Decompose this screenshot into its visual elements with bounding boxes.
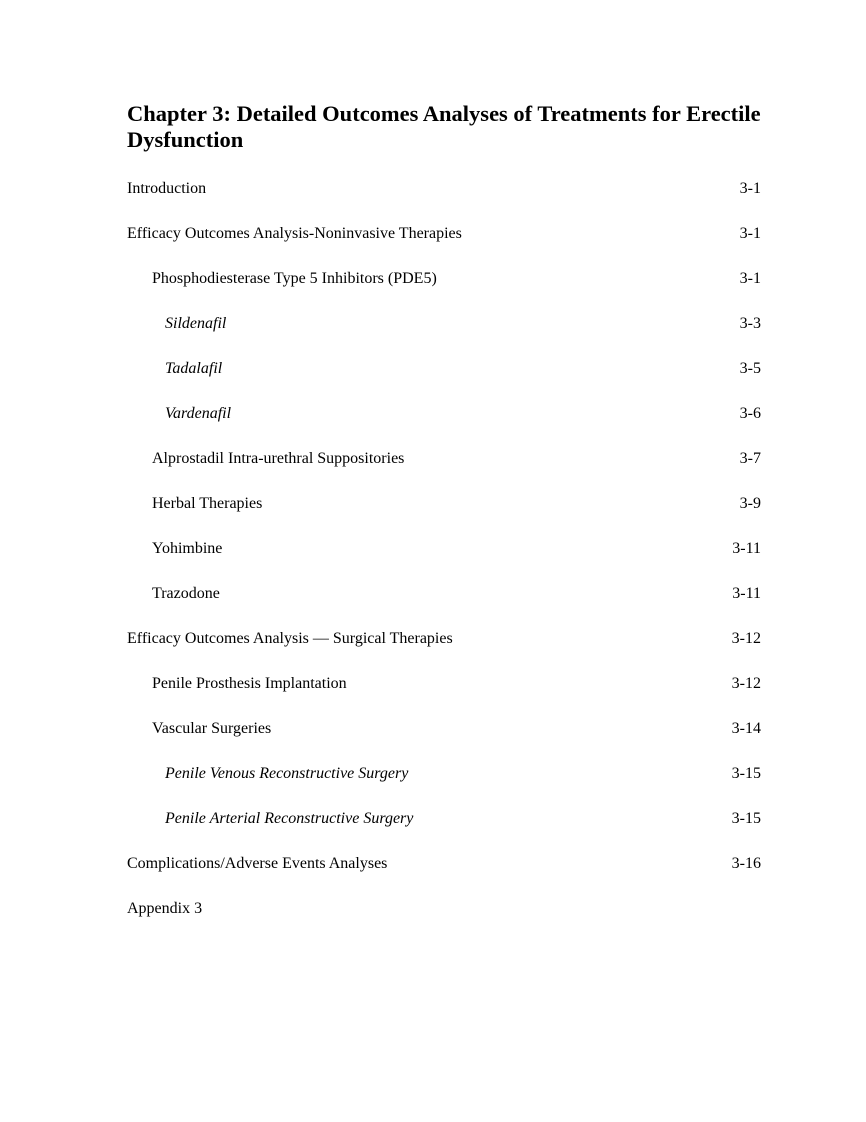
toc-entry-page-number: 3-16 xyxy=(731,855,761,872)
toc-entry-label: Trazodone xyxy=(152,585,220,602)
toc-entry-page-number: 3-7 xyxy=(739,450,761,467)
toc-entry xyxy=(127,178,761,223)
toc-entry xyxy=(127,808,761,853)
table-of-contents xyxy=(127,178,761,943)
toc-entry xyxy=(127,313,761,358)
chapter-title: Chapter 3: Detailed Outcomes Analyses of Treatments for Erectile Dysfunction xyxy=(127,101,761,152)
toc-entry-label: Vardenafil xyxy=(165,405,232,422)
toc-entry xyxy=(127,628,761,673)
toc-entry-page-number: 3-1 xyxy=(739,180,761,197)
toc-entry-label: Herbal Therapies xyxy=(152,495,263,512)
toc-entry-page-number: 3-5 xyxy=(739,360,761,377)
toc-entry xyxy=(127,583,761,628)
toc-entry-page-number: 3-11 xyxy=(732,540,761,557)
toc-entry-label: Sildenafil xyxy=(165,315,227,332)
toc-entry-label: Yohimbine xyxy=(152,540,223,557)
toc-entry-page-number: 3-15 xyxy=(731,810,761,827)
toc-entry-page-number: 3-1 xyxy=(739,270,761,287)
toc-entry-page-number: 3-1 xyxy=(739,225,761,242)
toc-entry xyxy=(127,268,761,313)
toc-entry-label: Penile Prosthesis Implantation xyxy=(152,675,347,692)
toc-entry-page-number: 3-9 xyxy=(739,495,761,512)
toc-entry xyxy=(127,538,761,583)
toc-entry xyxy=(127,448,761,493)
toc-entry xyxy=(127,358,761,403)
toc-entry xyxy=(127,223,761,268)
toc-entry xyxy=(127,718,761,763)
toc-entry-label: Complications/Adverse Events Analyses xyxy=(127,855,388,872)
toc-entry-page-number: 3-12 xyxy=(731,630,761,647)
toc-entry-label: Phosphodiesterase Type 5 Inhibitors (PDE5) xyxy=(152,270,437,287)
toc-entry-label: Penile Venous Reconstructive Surgery xyxy=(165,765,409,782)
toc-entry xyxy=(127,898,761,943)
toc-entry xyxy=(127,853,761,898)
toc-entry xyxy=(127,493,761,538)
toc-entry-page-number: 3-15 xyxy=(731,765,761,782)
toc-entry-label: Introduction xyxy=(127,180,207,197)
toc-entry xyxy=(127,673,761,718)
toc-entry-page-number: 3-3 xyxy=(739,315,761,332)
toc-entry-label: Vascular Surgeries xyxy=(152,720,272,737)
toc-entry-label: Alprostadil Intra-urethral Suppositories xyxy=(152,450,405,467)
toc-entry-page-number: 3-14 xyxy=(731,720,761,737)
toc-entry-label: Appendix 3 xyxy=(127,900,203,917)
toc-entry-page-number: 3-12 xyxy=(731,675,761,692)
toc-entry-page-number: 3-6 xyxy=(739,405,761,422)
toc-entry-label: Penile Arterial Reconstructive Surgery xyxy=(165,810,414,827)
toc-entry-label: Efficacy Outcomes Analysis — Surgical Therapies xyxy=(127,630,453,647)
toc-entry-page-number: 3-11 xyxy=(732,585,761,602)
toc-entry xyxy=(127,763,761,808)
toc-entry-label: Efficacy Outcomes Analysis-Noninvasive Therapies xyxy=(127,225,462,242)
toc-entry-label: Tadalafil xyxy=(165,360,223,377)
toc-entry xyxy=(127,403,761,448)
